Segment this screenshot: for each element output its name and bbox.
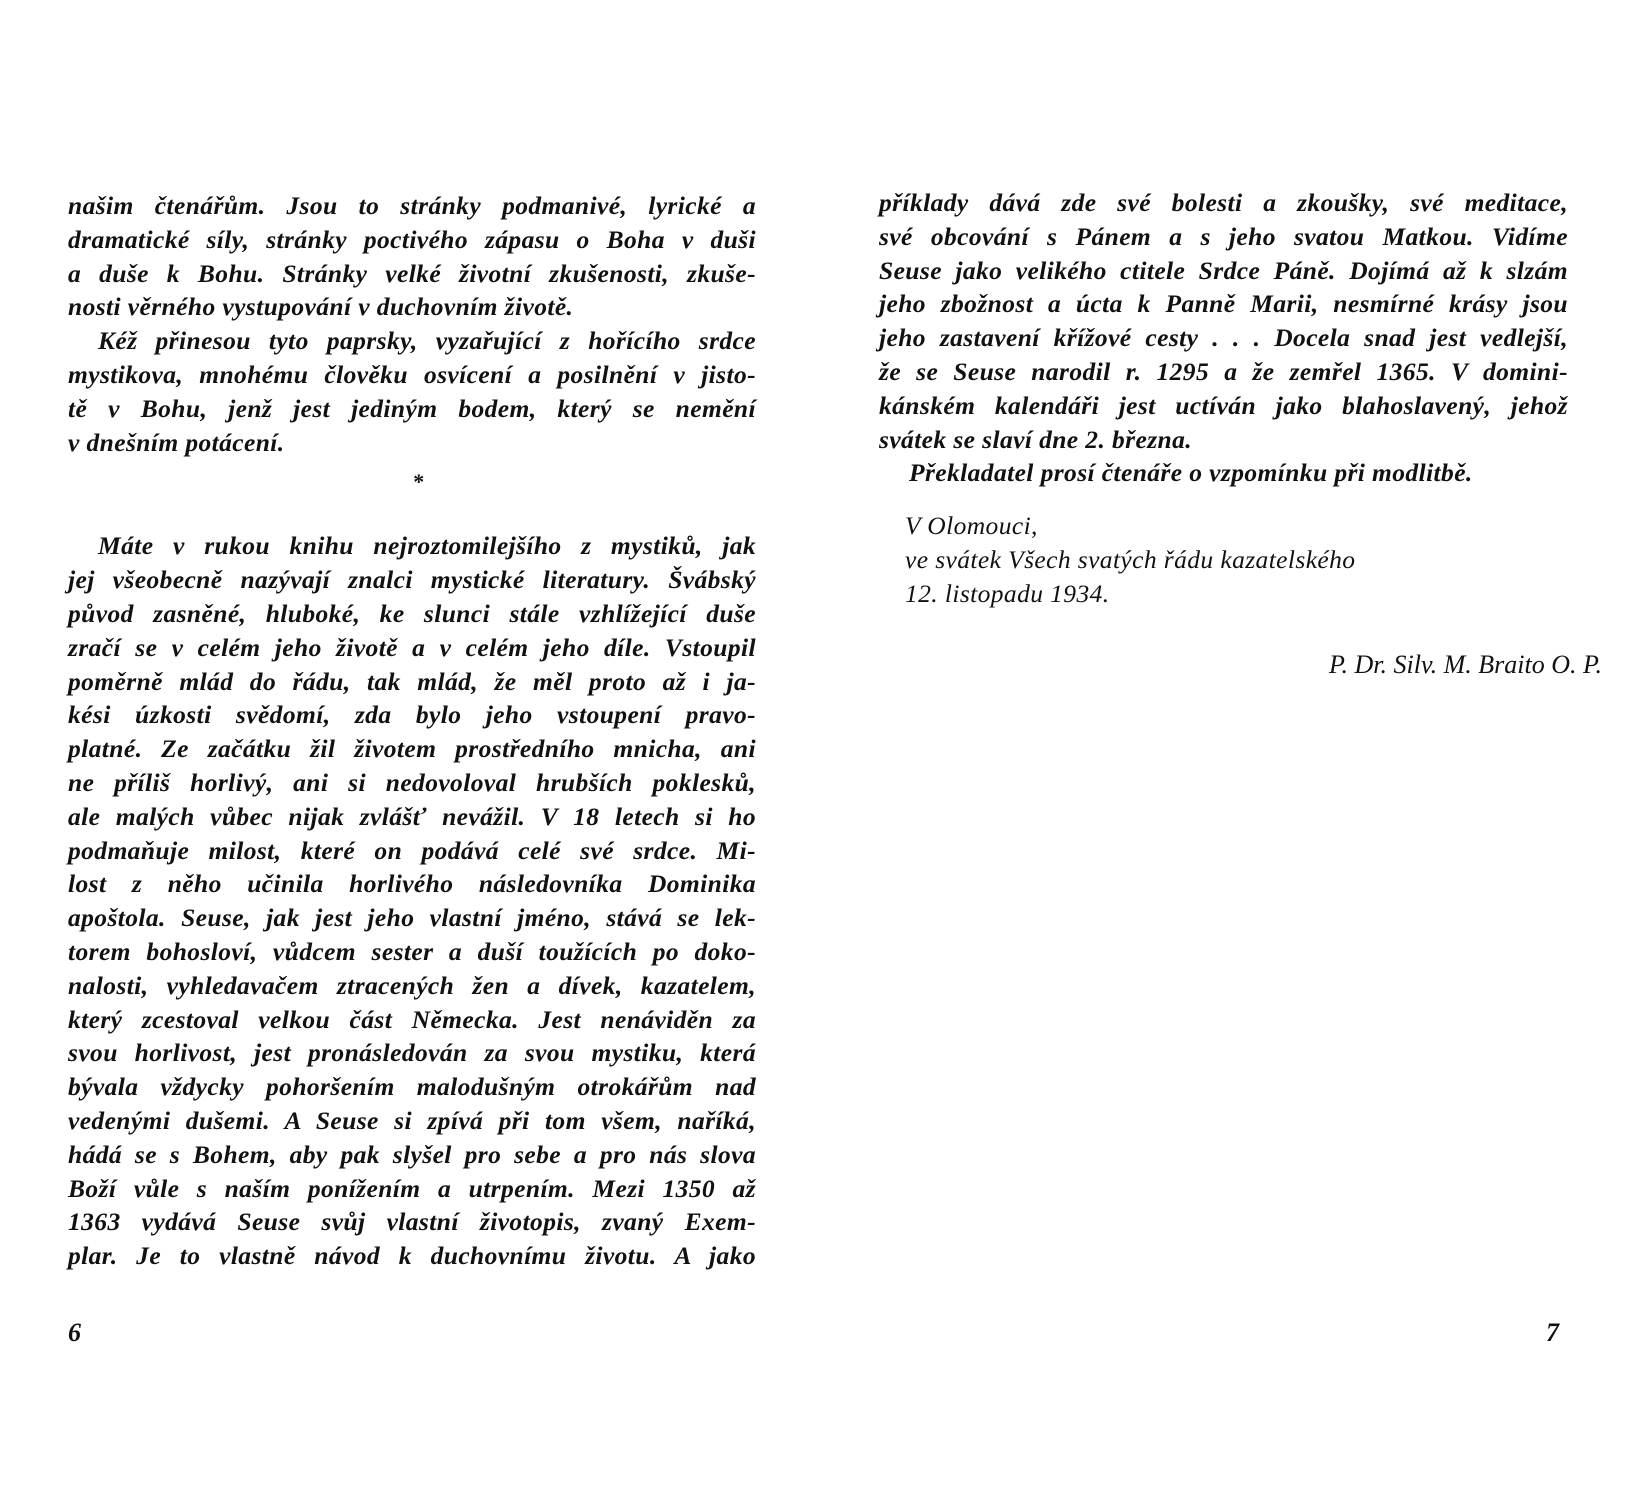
text-line: bývala vždycky pohoršením malodušným otrokářům nad bbox=[68, 1072, 756, 1102]
text-line: nalosti, vyhledavačem ztracených žen a dívek, kazatelem, bbox=[68, 970, 756, 1000]
text-line: našim čtenářům. Jsou to stránky podmanivé, lyrické a bbox=[68, 191, 756, 220]
text-line: své obcování s Pánem a s jeho svatou Matkou. Vidíme bbox=[879, 221, 1568, 251]
text-line: Boží vůle s naším ponížením a utrpením. Mezi 1350 až bbox=[68, 1173, 756, 1203]
right-paragraph-1 bbox=[879, 186, 1568, 456]
left-paragraph-1 bbox=[68, 189, 756, 324]
text-line: 1363 vydává Seuse svůj vlastní životopis, zvaný Exem- bbox=[68, 1207, 756, 1237]
right-page bbox=[813, 0, 1626, 1500]
left-paragraph-2 bbox=[68, 324, 756, 459]
right-text-column bbox=[879, 186, 1568, 611]
text-line: vedenými dušemi. A Seuse si zpívá při tom všem, naříká, bbox=[68, 1105, 756, 1135]
page-number-right: 7 bbox=[1546, 1318, 1559, 1347]
section-separator: * bbox=[413, 469, 425, 495]
text-line: ne příliš horlivý, ani si nedovoloval hrubších poklesků, bbox=[68, 767, 756, 797]
text-line: apoštola. Seuse, jak jest jeho vlastní jméno, stává se lek- bbox=[68, 903, 756, 933]
right-paragraph-2 bbox=[879, 456, 1568, 490]
text-line: Překladatel prosí čtenáře o vzpomínku při modlitbě. bbox=[909, 458, 1473, 488]
text-line: a duše k Bohu. Stránky velké životní zkušenosti, zkuše- bbox=[68, 258, 756, 288]
text-line: jeho zbožnost a úcta k Panně Marii, nesmírné krásy jsou bbox=[879, 289, 1568, 319]
place-and-date bbox=[879, 509, 1568, 610]
text-line: torem bohosloví, vůdcem sester a duší toužících po doko- bbox=[68, 936, 756, 966]
text-line: který zcestoval velkou část Německa. Jest nenáviděn za bbox=[68, 1004, 756, 1034]
author-signature: P. Dr. Silv. M. Braito O. P. bbox=[1328, 650, 1602, 679]
place-line: V Olomouci, bbox=[905, 511, 1038, 541]
text-line: Seuse jako velikého ctitele Srdce Páně. Dojímá až k slzám bbox=[879, 255, 1568, 285]
text-line: ale malých vůbec nijak zvlášť nevážil. V 18 letech si ho bbox=[68, 801, 756, 831]
page-number-left: 6 bbox=[68, 1318, 81, 1347]
text-line: příklady dává zde své bolesti a zkoušky, své meditace, bbox=[879, 188, 1568, 217]
text-line: podmaňuje milost, které on podává celé své srdce. Mi- bbox=[68, 835, 756, 865]
text-line: dramatické síly, stránky poctivého zápasu o Boha v duši bbox=[68, 224, 756, 254]
text-line: jeho zastavení křížové cesty . . . Docela snad jest vedlejší, bbox=[879, 323, 1568, 353]
text-line: že se Seuse narodil r. 1295 a že zemřel 1365. V domini- bbox=[879, 356, 1568, 386]
text-line: mystikova, mnohému člověku osvícení a posilnění v jisto- bbox=[68, 359, 756, 389]
date-line: 12. listopadu 1934. bbox=[905, 578, 1110, 608]
text-line: jej všeobecně nazývají znalci mystické literatury. Švábský bbox=[68, 565, 756, 595]
text-line: plar. Je to vlastně návod k duchovnímu životu. A jako bbox=[68, 1241, 756, 1271]
text-line: poměrně mlád do řádu, tak mlád, že měl proto až i ja- bbox=[68, 666, 756, 696]
text-line: svou horlivost, jest pronásledován za svou mystiku, která bbox=[68, 1038, 756, 1068]
text-line: hádá se s Bohem, aby pak slyšel pro sebe a pro nás slova bbox=[68, 1139, 756, 1169]
text-line: zračí se v celém jeho životě a v celém jeho díle. Vstoupil bbox=[68, 632, 756, 662]
text-line: Máte v rukou knihu nejroztomilejšího z mystiků, jak bbox=[98, 531, 756, 561]
text-line: platné. Ze začátku žil životem prostředního mnicha, ani bbox=[68, 734, 756, 764]
text-line: tě v Bohu, jenž jest jediným bodem, který se nemění bbox=[68, 393, 756, 423]
text-line: původ zasněné, hluboké, ke slunci stále vzhlížející duše bbox=[68, 598, 756, 628]
left-paragraph-3 bbox=[68, 529, 756, 1273]
text-line: lost z něho učinila horlivého následovníka Dominika bbox=[68, 869, 756, 899]
occasion-line: ve svátek Všech svatých řádu kazatelského bbox=[905, 544, 1356, 574]
text-line: Kéž přinesou tyto paprsky, vyzařující z hořícího srdce bbox=[98, 326, 756, 356]
left-text-column bbox=[68, 189, 756, 1273]
text-line: v dnešním potácení. bbox=[68, 427, 285, 457]
text-line: nosti věrného vystupování v duchovním životě. bbox=[68, 292, 574, 322]
text-line: kánském kalendáři jest uctíván jako blahoslavený, jehož bbox=[879, 390, 1568, 420]
text-line: svátek se slaví dne 2. března. bbox=[879, 424, 1193, 454]
text-line: kési úzkosti svědomí, zda bylo jeho vstoupení pravo- bbox=[68, 700, 756, 730]
